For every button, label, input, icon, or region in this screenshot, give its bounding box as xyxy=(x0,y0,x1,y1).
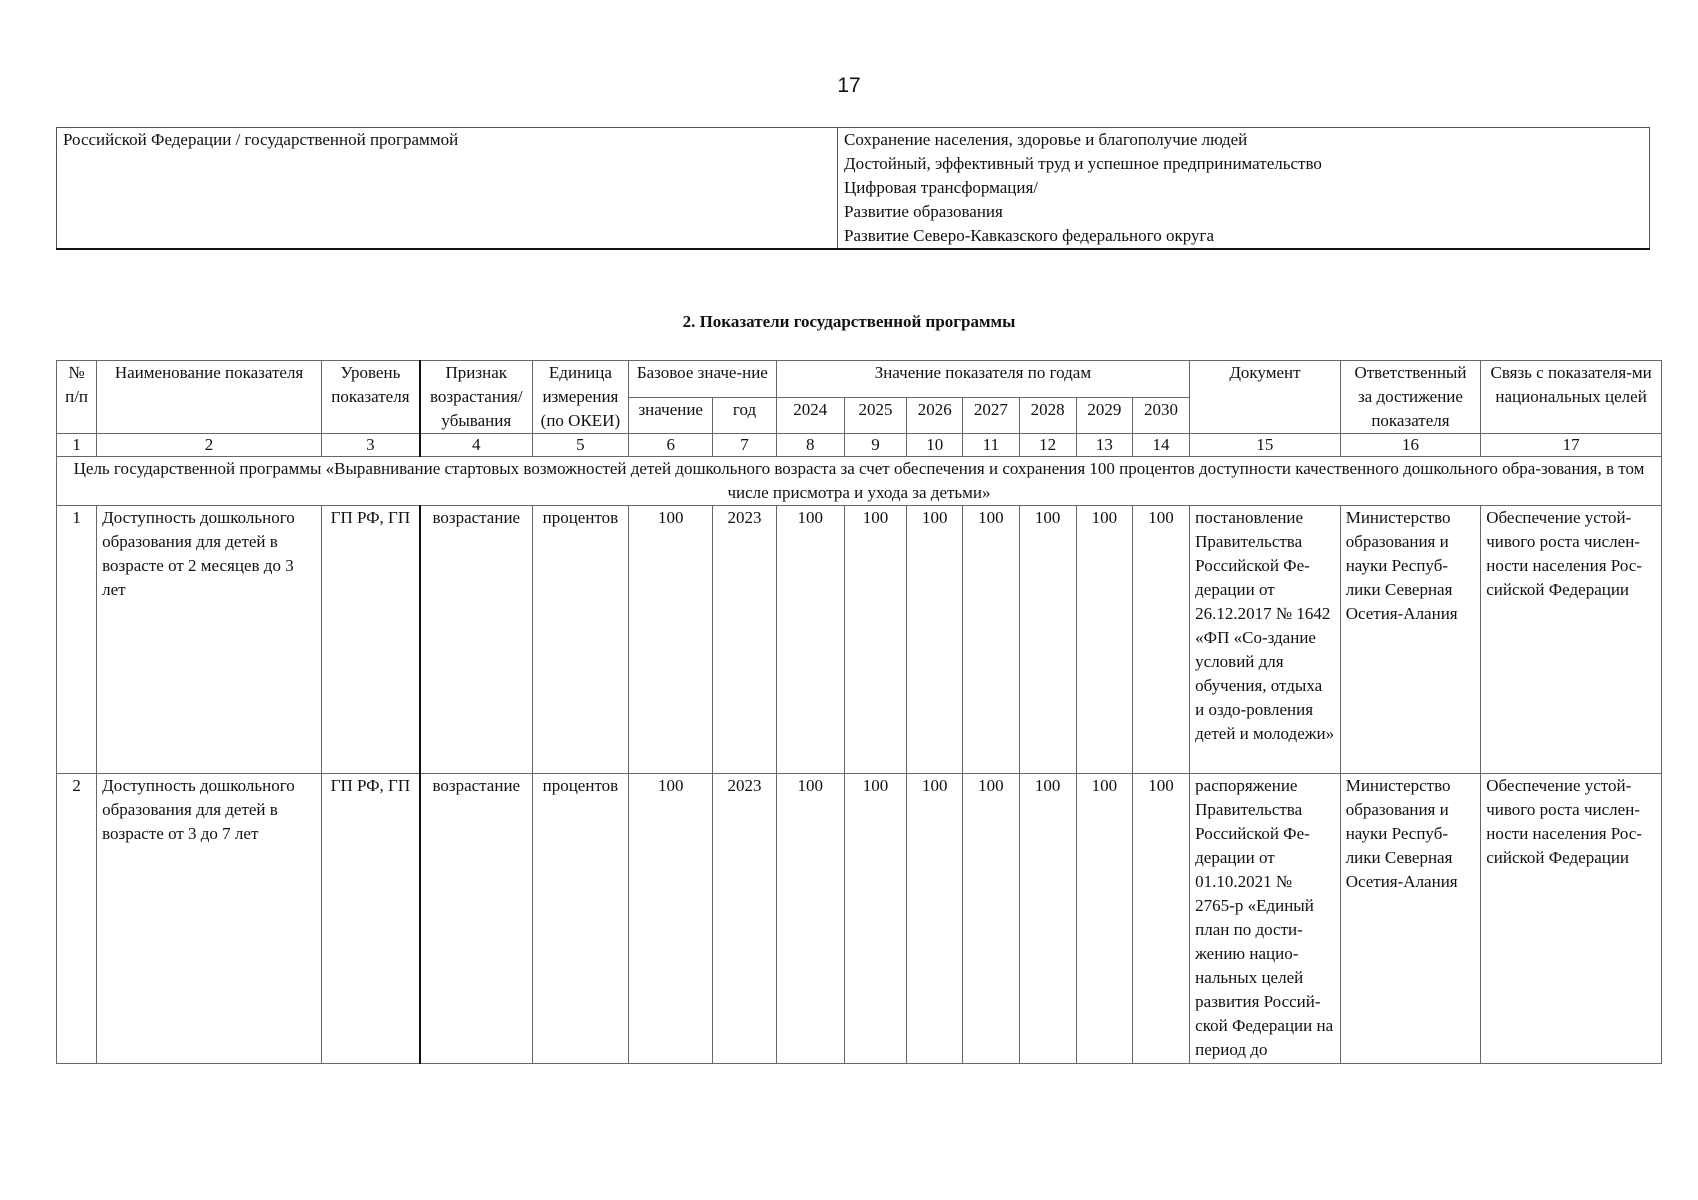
column-number: 5 xyxy=(532,434,628,457)
column-number: 12 xyxy=(1019,434,1076,457)
column-number: 11 xyxy=(963,434,1019,457)
row-base-year: 2023 xyxy=(713,506,776,774)
row-num: 1 xyxy=(57,506,97,774)
row-link: Обеспечение устой-чивого роста числен-ности населения Рос-сийской Федерации xyxy=(1481,774,1662,1064)
column-number: 6 xyxy=(629,434,713,457)
row-document: распоряжение Правительства Российской Фе-дерации от 01.10.2021 № 2765-р «Единый план по дости-жению нацио-нальных целей развития Россий-ской Федерации на период до xyxy=(1190,774,1341,1064)
header-link: Связь с показателя-ми национальных целей xyxy=(1481,361,1662,434)
program-line: Развитие Северо-Кавказского федерального округа xyxy=(844,226,1214,245)
row-value: 100 xyxy=(776,506,844,774)
column-number: 2 xyxy=(97,434,322,457)
top-table-right-cell xyxy=(838,128,1650,250)
header-year: 2027 xyxy=(963,397,1019,434)
header-base-year: год xyxy=(713,397,776,434)
row-value: 100 xyxy=(844,506,906,774)
row-unit: процентов xyxy=(532,506,628,774)
row-value: 100 xyxy=(776,774,844,1064)
goal-text: Цель государственной программы «Выравнивание стартовых возможностей детей дошкольного возраста за счет обеспечения и сохранения 100 процентов доступности качественного дошкольного обра-зования, в том числе присмотра и ухода за детьми» xyxy=(57,457,1662,506)
row-value: 100 xyxy=(1019,506,1076,774)
column-number: 14 xyxy=(1132,434,1189,457)
column-number: 16 xyxy=(1340,434,1481,457)
header-year: 2030 xyxy=(1132,397,1189,434)
column-number: 8 xyxy=(776,434,844,457)
column-number: 10 xyxy=(907,434,963,457)
row-unit: процентов xyxy=(532,774,628,1064)
column-number: 17 xyxy=(1481,434,1662,457)
header-sign: Признак возрастания/ убывания xyxy=(420,361,532,434)
row-responsible: Министерство образования и науки Респуб-лики Северная Осетия-Алания xyxy=(1340,506,1481,774)
top-continuation-table xyxy=(56,127,1650,250)
table-row xyxy=(57,774,1662,1064)
row-link: Обеспечение устой-чивого роста числен-ности населения Рос-сийской Федерации xyxy=(1481,506,1662,774)
column-number: 4 xyxy=(420,434,532,457)
top-table-left-cell: Российской Федерации / государственной программой xyxy=(57,128,838,250)
row-base-year: 2023 xyxy=(713,774,776,1064)
row-value: 100 xyxy=(1019,774,1076,1064)
header-year: 2025 xyxy=(844,397,906,434)
row-value: 100 xyxy=(1132,506,1189,774)
header-unit: Единица измерения (по ОКЕИ) xyxy=(532,361,628,434)
row-value: 100 xyxy=(907,506,963,774)
row-document: постановление Правительства Российской Фе-дерации от 26.12.2017 № 1642 «ФП «Со-здание условий для обучения, отдыха и оздо-ровления детей и молодежи» xyxy=(1190,506,1341,774)
header-row xyxy=(57,361,1662,398)
top-table-row xyxy=(57,128,1650,250)
row-value: 100 xyxy=(963,506,1019,774)
header-num: № п/п xyxy=(57,361,97,434)
header-year: 2024 xyxy=(776,397,844,434)
row-value: 100 xyxy=(1076,774,1132,1064)
program-line: Достойный, эффективный труд и успешное предпринимательство xyxy=(844,154,1322,173)
page-number: 17 xyxy=(837,74,861,97)
column-number: 7 xyxy=(713,434,776,457)
table-row xyxy=(57,506,1662,774)
header-base-value: значение xyxy=(629,397,713,434)
row-base-value: 100 xyxy=(629,774,713,1064)
row-sign: возрастание xyxy=(420,774,532,1064)
row-value: 100 xyxy=(844,774,906,1064)
column-number: 1 xyxy=(57,434,97,457)
row-value: 100 xyxy=(1076,506,1132,774)
column-number: 3 xyxy=(321,434,419,457)
row-value: 100 xyxy=(963,774,1019,1064)
row-level: ГП РФ, ГП xyxy=(321,774,419,1064)
row-sign: возрастание xyxy=(420,506,532,774)
program-line: Цифровая трансформация/ xyxy=(844,178,1039,197)
header-name: Наименование показателя xyxy=(97,361,322,434)
header-year: 2028 xyxy=(1019,397,1076,434)
header-document: Документ xyxy=(1190,361,1341,434)
header-responsible: Ответственный за достижение показателя xyxy=(1340,361,1481,434)
goal-row xyxy=(57,457,1662,506)
row-base-value: 100 xyxy=(629,506,713,774)
section-title: 2. Показатели государственной программы xyxy=(682,312,1016,331)
header-values-by-year: Значение показателя по годам xyxy=(776,361,1190,398)
row-responsible: Министерство образования и науки Респуб-лики Северная Осетия-Алания xyxy=(1340,774,1481,1064)
column-number: 15 xyxy=(1190,434,1341,457)
header-base: Базовое значе-ние xyxy=(629,361,777,398)
row-name: Доступность дошкольного образования для детей в возрасте от 2 месяцев до 3 лет xyxy=(97,506,322,774)
header-year: 2029 xyxy=(1076,397,1132,434)
column-number-row xyxy=(57,434,1662,457)
row-num: 2 xyxy=(57,774,97,1064)
row-level: ГП РФ, ГП xyxy=(321,506,419,774)
column-number: 9 xyxy=(844,434,906,457)
header-year: 2026 xyxy=(907,397,963,434)
program-line: Сохранение населения, здоровье и благополучие людей xyxy=(844,130,1248,149)
program-line: Развитие образования xyxy=(844,202,1003,221)
header-level: Уровень показателя xyxy=(321,361,419,434)
row-value: 100 xyxy=(1132,774,1189,1064)
indicators-table xyxy=(56,360,1662,1064)
row-name: Доступность дошкольного образования для детей в возрасте от 3 до 7 лет xyxy=(97,774,322,1064)
row-value: 100 xyxy=(907,774,963,1064)
column-number: 13 xyxy=(1076,434,1132,457)
